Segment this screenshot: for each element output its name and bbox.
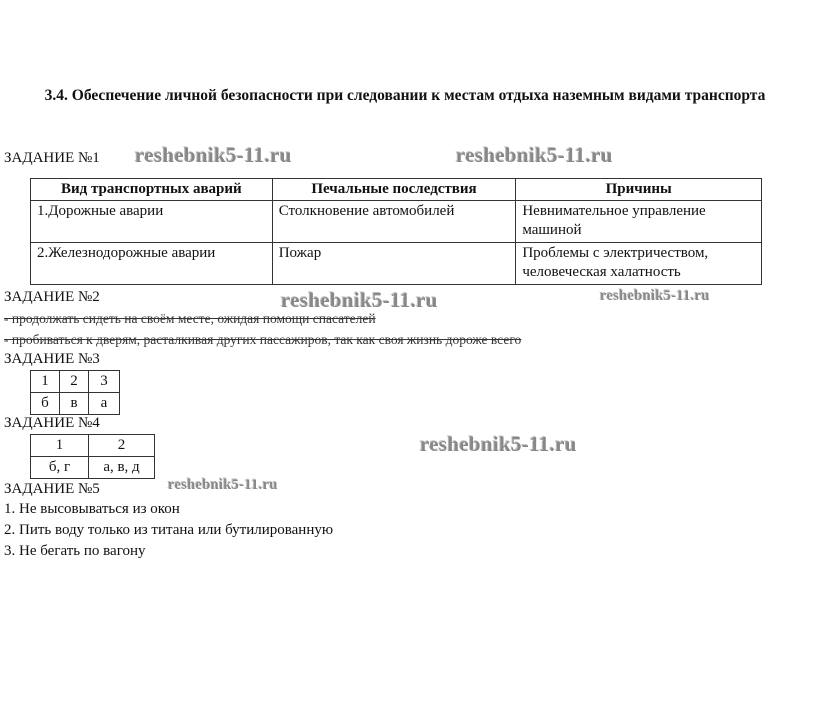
cell: в [60, 393, 89, 415]
task2-line-2: - пробиваться к дверям, расталкивая других пассажиров, так как своя жизнь дороже всего [4, 332, 522, 347]
watermark-2: reshebnik5-11.ru [456, 143, 613, 167]
task3-table [30, 370, 120, 415]
cell: Невнимательное управление машиной [516, 201, 762, 243]
task3-heading: ЗАДАНИЕ №3 [4, 351, 100, 367]
cell: Пожар [272, 243, 516, 285]
header-accident-type: Вид транспортных аварий [31, 179, 273, 201]
table-row [31, 201, 762, 243]
table-row [31, 393, 120, 415]
cell: б [31, 393, 60, 415]
table-row [31, 371, 120, 393]
cell: а, в, д [89, 457, 155, 479]
watermark-4: reshebnik5-11.ru [600, 288, 710, 304]
task4-heading: ЗАДАНИЕ №4 [4, 415, 100, 431]
task2-line-1: - продолжать сидеть на своём месте, ожидая помощи спасателей [4, 311, 376, 326]
cell: Проблемы с электричеством, человеческая халатность [516, 243, 762, 285]
cell: 2.Железнодорожные аварии [31, 243, 273, 285]
task2-heading: ЗАДАНИЕ №2 [4, 289, 100, 305]
task1-table [30, 178, 762, 285]
cell: а [89, 393, 120, 415]
task5-list [4, 499, 333, 562]
header-consequences: Печальные последствия [272, 179, 516, 201]
table-row [31, 435, 155, 457]
cell: б, г [31, 457, 89, 479]
list-item: 1. Не высовываться из окон [4, 501, 180, 517]
watermark-3: reshebnik5-11.ru [281, 288, 438, 312]
watermark-6: reshebnik5-11.ru [168, 477, 278, 493]
cell: 1.Дорожные аварии [31, 201, 273, 243]
list-item: 3. Не бегать по вагону [4, 543, 146, 559]
task4-table [30, 434, 155, 479]
task1-heading: ЗАДАНИЕ №1 [4, 150, 100, 166]
cell: 2 [60, 371, 89, 393]
watermark-1: reshebnik5-11.ru [135, 143, 292, 167]
header-causes: Причины [516, 179, 762, 201]
cell: 1 [31, 371, 60, 393]
cell: 3 [89, 371, 120, 393]
cell: 1 [31, 435, 89, 457]
cell: 2 [89, 435, 155, 457]
table-row [31, 457, 155, 479]
page-title: 3.4. Обеспечение личной безопасности при следовании к местам отдыха наземным видами транспорта [44, 87, 766, 104]
list-item: 2. Пить воду только из титана или бутилированную [4, 522, 334, 538]
task5-heading: ЗАДАНИЕ №5 [4, 481, 100, 497]
cell: Столкновение автомобилей [272, 201, 516, 243]
table-row [31, 243, 762, 285]
watermark-5: reshebnik5-11.ru [420, 432, 577, 456]
